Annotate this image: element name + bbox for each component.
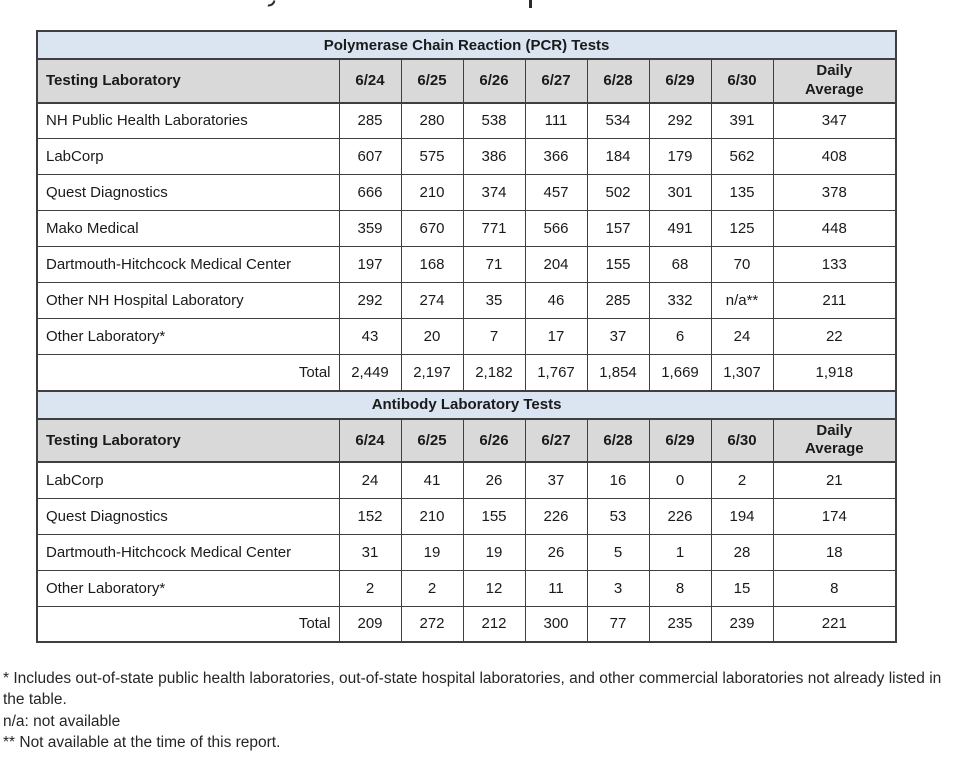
lab-name-cell: NH Public Health Laboratories <box>37 103 339 139</box>
column-header: 6/28 <box>587 419 649 463</box>
total-value-cell: 2,197 <box>401 355 463 391</box>
lab-name-cell: Quest Diagnostics <box>37 175 339 211</box>
value-cell: 2 <box>711 462 773 498</box>
column-header: 6/26 <box>463 419 525 463</box>
pcr-tests-table <box>36 30 897 392</box>
clipped-heading-fragment <box>268 0 276 7</box>
column-header: 6/25 <box>401 59 463 103</box>
value-cell: 19 <box>401 534 463 570</box>
value-cell: 111 <box>525 103 587 139</box>
total-value-cell: 1,307 <box>711 355 773 391</box>
footnotes <box>3 668 961 754</box>
table-row <box>37 175 896 211</box>
value-cell: 534 <box>587 103 649 139</box>
value-cell: 68 <box>649 247 711 283</box>
value-cell: 8 <box>773 570 896 606</box>
value-cell: 70 <box>711 247 773 283</box>
value-cell: 210 <box>401 498 463 534</box>
column-header: 6/25 <box>401 419 463 463</box>
value-cell: 53 <box>587 498 649 534</box>
lab-name-cell: LabCorp <box>37 139 339 175</box>
value-cell: 491 <box>649 211 711 247</box>
value-cell: 6 <box>649 319 711 355</box>
value-cell: 35 <box>463 283 525 319</box>
table-row <box>37 211 896 247</box>
value-cell: 21 <box>773 462 896 498</box>
value-cell: 31 <box>339 534 401 570</box>
total-value-cell: 1,918 <box>773 355 896 391</box>
value-cell: n/a** <box>711 283 773 319</box>
value-cell: 43 <box>339 319 401 355</box>
value-cell: 11 <box>525 570 587 606</box>
value-cell: 179 <box>649 139 711 175</box>
value-cell: 575 <box>401 139 463 175</box>
column-header: 6/28 <box>587 59 649 103</box>
value-cell: 210 <box>401 175 463 211</box>
table-row <box>37 534 896 570</box>
column-header <box>773 419 896 463</box>
column-header: Testing Laboratory <box>37 59 339 103</box>
table-row <box>37 498 896 534</box>
value-cell: 16 <box>587 462 649 498</box>
total-value-cell: 1,767 <box>525 355 587 391</box>
lab-name-cell: Other NH Hospital Laboratory <box>37 283 339 319</box>
value-cell: 285 <box>587 283 649 319</box>
column-header: 6/24 <box>339 419 401 463</box>
value-cell: 24 <box>711 319 773 355</box>
value-cell: 666 <box>339 175 401 211</box>
value-cell: 184 <box>587 139 649 175</box>
value-cell: 280 <box>401 103 463 139</box>
value-cell: 374 <box>463 175 525 211</box>
value-cell: 28 <box>711 534 773 570</box>
value-cell: 771 <box>463 211 525 247</box>
value-cell: 5 <box>587 534 649 570</box>
table-row <box>37 570 896 606</box>
column-header: 6/26 <box>463 59 525 103</box>
table-title-row <box>37 31 896 59</box>
value-cell: 37 <box>525 462 587 498</box>
total-value-cell: 209 <box>339 606 401 642</box>
value-cell: 562 <box>711 139 773 175</box>
total-value-cell: 300 <box>525 606 587 642</box>
value-cell: 125 <box>711 211 773 247</box>
value-cell: 12 <box>463 570 525 606</box>
value-cell: 211 <box>773 283 896 319</box>
value-cell: 274 <box>401 283 463 319</box>
value-cell: 292 <box>649 103 711 139</box>
value-cell: 46 <box>525 283 587 319</box>
value-cell: 292 <box>339 283 401 319</box>
value-cell: 538 <box>463 103 525 139</box>
column-header <box>773 59 896 103</box>
total-value-cell: 235 <box>649 606 711 642</box>
value-cell: 7 <box>463 319 525 355</box>
value-cell: 457 <box>525 175 587 211</box>
value-cell: 502 <box>587 175 649 211</box>
column-header-label: Daily Average <box>804 62 864 98</box>
table-header-row <box>37 419 896 463</box>
value-cell: 37 <box>587 319 649 355</box>
table-row <box>37 139 896 175</box>
value-cell: 133 <box>773 247 896 283</box>
value-cell: 157 <box>587 211 649 247</box>
value-cell: 386 <box>463 139 525 175</box>
value-cell: 448 <box>773 211 896 247</box>
total-value-cell: 272 <box>401 606 463 642</box>
total-value-cell: 212 <box>463 606 525 642</box>
value-cell: 197 <box>339 247 401 283</box>
value-cell: 135 <box>711 175 773 211</box>
value-cell: 26 <box>525 534 587 570</box>
column-header: 6/29 <box>649 59 711 103</box>
value-cell: 155 <box>463 498 525 534</box>
value-cell: 332 <box>649 283 711 319</box>
value-cell: 24 <box>339 462 401 498</box>
lab-name-cell: Mako Medical <box>37 211 339 247</box>
value-cell: 391 <box>711 103 773 139</box>
value-cell: 71 <box>463 247 525 283</box>
value-cell: 22 <box>773 319 896 355</box>
value-cell: 2 <box>339 570 401 606</box>
column-header: 6/29 <box>649 419 711 463</box>
value-cell: 19 <box>463 534 525 570</box>
table-row <box>37 283 896 319</box>
value-cell: 347 <box>773 103 896 139</box>
table-row <box>37 103 896 139</box>
table-title: Polymerase Chain Reaction (PCR) Tests <box>37 31 896 59</box>
value-cell: 566 <box>525 211 587 247</box>
value-cell: 204 <box>525 247 587 283</box>
value-cell: 3 <box>587 570 649 606</box>
lab-name-cell: Other Laboratory* <box>37 319 339 355</box>
column-header: 6/30 <box>711 419 773 463</box>
table-row <box>37 319 896 355</box>
lab-name-cell: Quest Diagnostics <box>37 498 339 534</box>
value-cell: 359 <box>339 211 401 247</box>
column-header: 6/27 <box>525 59 587 103</box>
value-cell: 152 <box>339 498 401 534</box>
value-cell: 20 <box>401 319 463 355</box>
column-header-label: Daily Average <box>804 421 864 458</box>
value-cell: 41 <box>401 462 463 498</box>
footnote-na: n/a: not available <box>3 712 121 730</box>
total-value-cell: 2,182 <box>463 355 525 391</box>
column-header: 6/30 <box>711 59 773 103</box>
total-value-cell: 2,449 <box>339 355 401 391</box>
value-cell: 26 <box>463 462 525 498</box>
value-cell: 2 <box>401 570 463 606</box>
lab-name-cell: Other Laboratory* <box>37 570 339 606</box>
antibody-tests-table <box>36 390 897 644</box>
value-cell: 15 <box>711 570 773 606</box>
total-value-cell: 1,854 <box>587 355 649 391</box>
lab-name-cell: Dartmouth-Hitchcock Medical Center <box>37 247 339 283</box>
value-cell: 0 <box>649 462 711 498</box>
value-cell: 607 <box>339 139 401 175</box>
value-cell: 378 <box>773 175 896 211</box>
value-cell: 366 <box>525 139 587 175</box>
value-cell: 17 <box>525 319 587 355</box>
total-value-cell: 1,669 <box>649 355 711 391</box>
table-row <box>37 247 896 283</box>
clipped-heading-fragment <box>529 0 532 8</box>
total-value-cell: 239 <box>711 606 773 642</box>
total-label: Total <box>37 355 339 391</box>
column-header: 6/24 <box>339 59 401 103</box>
total-row <box>37 355 896 391</box>
lab-name-cell: Dartmouth-Hitchcock Medical Center <box>37 534 339 570</box>
table-header-row <box>37 59 896 103</box>
value-cell: 670 <box>401 211 463 247</box>
total-row <box>37 606 896 642</box>
footnote-double-asterisk: ** Not available at the time of this report. <box>3 734 281 752</box>
value-cell: 408 <box>773 139 896 175</box>
column-header: 6/27 <box>525 419 587 463</box>
value-cell: 285 <box>339 103 401 139</box>
table-title-row <box>37 391 896 419</box>
column-header: Testing Laboratory <box>37 419 339 463</box>
value-cell: 8 <box>649 570 711 606</box>
lab-name-cell: LabCorp <box>37 462 339 498</box>
footnote-asterisk: * Includes out-of-state public health laboratories, out-of-state hospital laboratories, and other commercial laboratories not already listed in the table. <box>3 670 942 709</box>
total-value-cell: 221 <box>773 606 896 642</box>
value-cell: 226 <box>525 498 587 534</box>
value-cell: 168 <box>401 247 463 283</box>
table-title: Antibody Laboratory Tests <box>37 391 896 419</box>
total-label: Total <box>37 606 339 642</box>
value-cell: 194 <box>711 498 773 534</box>
value-cell: 18 <box>773 534 896 570</box>
total-value-cell: 77 <box>587 606 649 642</box>
value-cell: 174 <box>773 498 896 534</box>
report-tables <box>36 30 895 643</box>
value-cell: 155 <box>587 247 649 283</box>
value-cell: 1 <box>649 534 711 570</box>
value-cell: 301 <box>649 175 711 211</box>
value-cell: 226 <box>649 498 711 534</box>
table-row <box>37 462 896 498</box>
